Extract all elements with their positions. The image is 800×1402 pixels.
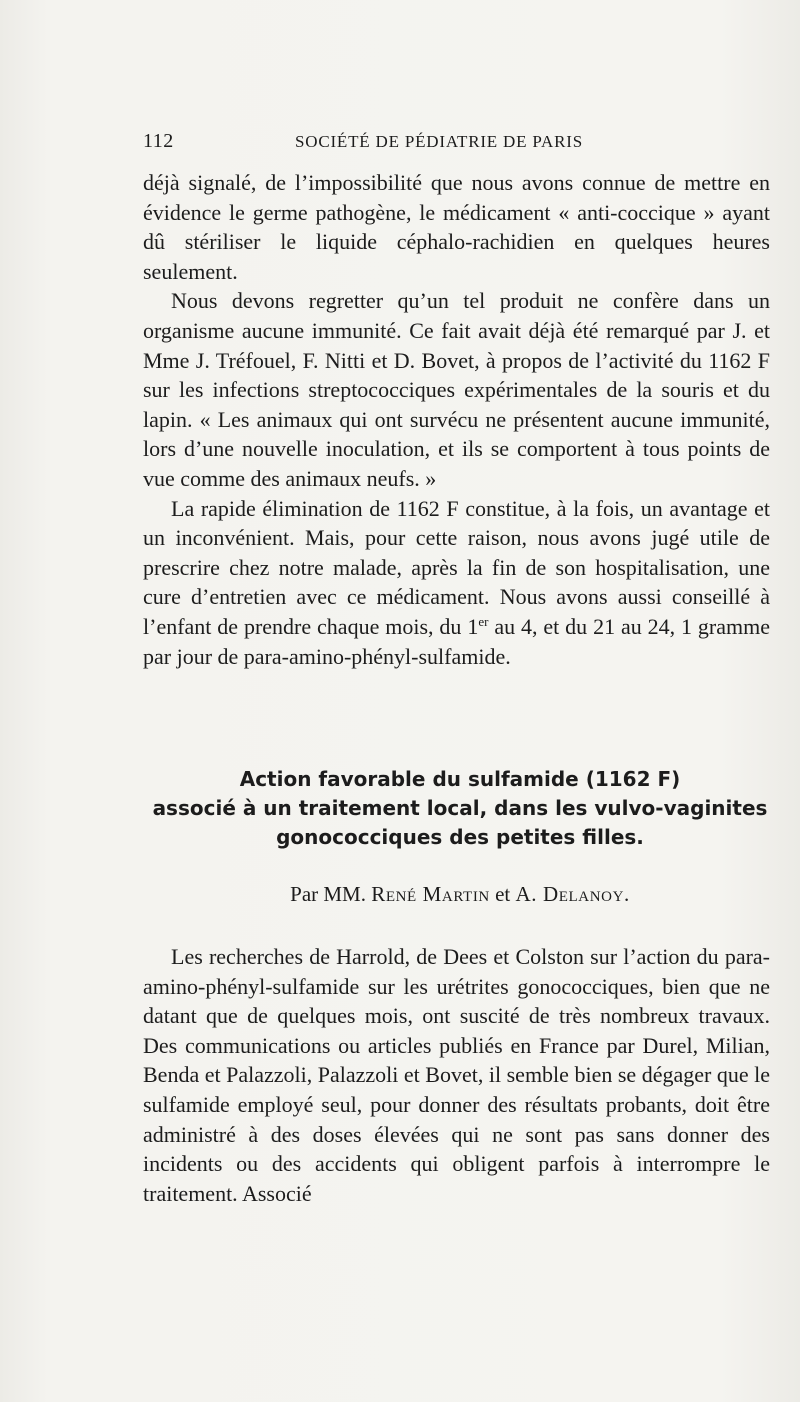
author-name: René Martin [371, 882, 490, 906]
byline-conjunction: et [495, 882, 511, 906]
paragraph-text: La rapide élimination de 1162 F constitue, à la fois, un avantage et un inconvénient. Mais, pour cette raison, nous avons jugé utile de prescrire chez notre malade, après la fin de son hospitalisation, une cure d’entretien avec ce médicament. Nous avons aussi conseillé à l’enfant de prendre chaque mois, du 1 [143, 495, 770, 639]
article-title-line: associé à un traitement local, dans les vulvo-vaginites [152, 796, 768, 820]
body-text-bottom [143, 942, 770, 1208]
byline-prefix: Par MM. [290, 882, 366, 906]
article-title-line: Action favorable du sulfamide (1162 F) [239, 767, 681, 791]
paragraph: déjà signalé, de l’impossibilité que nous avons connue de mettre en évidence le germe pathogène, le médicament « anti-coccique » ayant dû stériliser le liquide céphalo-rachidien en quelques heures seulement. [143, 170, 770, 284]
body-text-top [143, 168, 770, 671]
superscript: er [478, 613, 489, 629]
page-number: 112 [143, 130, 174, 152]
article-title [130, 765, 790, 852]
paragraph: Nous devons regretter qu’un tel produit ne confère dans un organisme aucune immunité. Ce fait avait déjà été remarqué par J. et Mme J. Tréfouel, F. Nitti et D. Bovet, à propos de l’activité du 1162 F sur les infections streptococciques expérimentales de la souris et du lapin. « Les animaux qui ont survécu ne présentent aucune immunité, lors d’une nouvelle inoculation, et ils se comportent à tous points de vue comme des animaux neufs. » [143, 288, 770, 491]
running-title: SOCIÉTÉ DE PÉDIATRIE DE PARIS [295, 132, 583, 151]
author-name: A. Delanoy. [515, 882, 630, 906]
page-header [143, 130, 623, 156]
byline [130, 882, 790, 907]
paragraph [143, 494, 770, 672]
article-title-line: gonococciques des petites filles. [276, 825, 644, 849]
paragraph: Les recherches de Harrold, de Dees et Colston sur l’action du para-amino-phényl-sulfamide sur les urétrites gonococciques, bien que ne datant que de quelques mois, ont suscité de très nombreux travaux. Des communications ou articles publiés en France par Durel, Milian, Benda et Palazzoli, Palazzoli et Bovet, il semble bien se dégager que le sulfamide employé seul, pour donner des résultats probants, doit être administré à des doses élevées qui ne sont pas sans donner des incidents ou des accidents qui obligent parfois à interrompre le traitement. Associé [143, 944, 770, 1206]
paragraph-text: au 4, et du 21 au 24, 1 gramme par jour de para-amino-phényl-sulfamide. [143, 613, 770, 669]
